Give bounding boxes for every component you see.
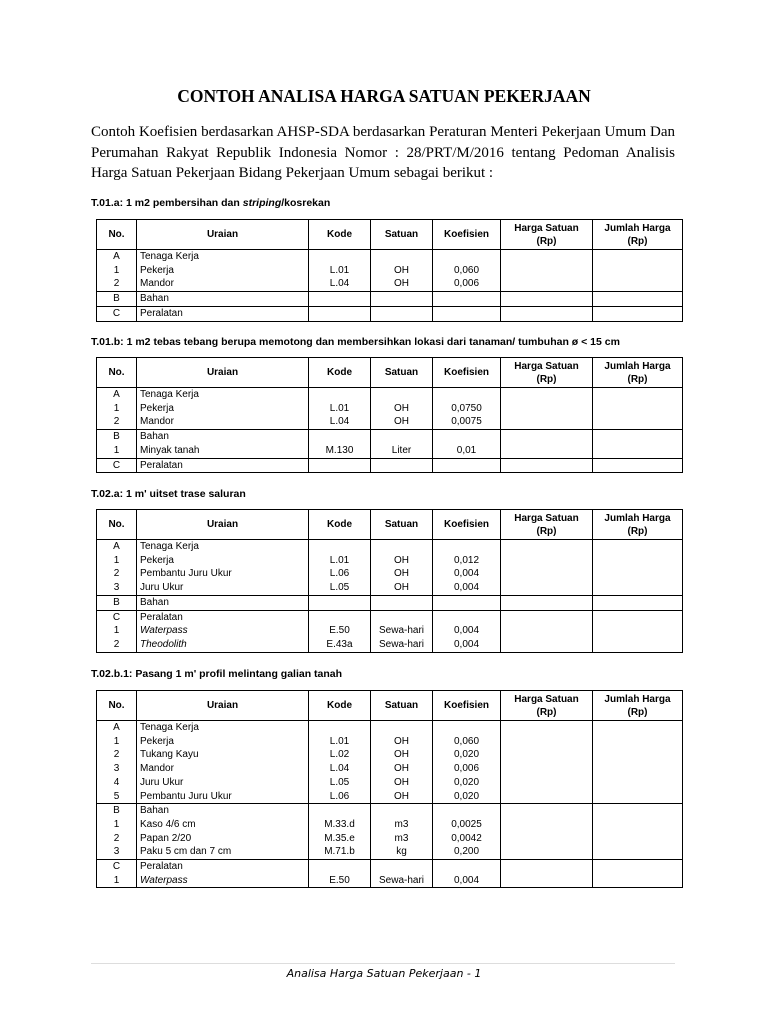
- column-header-kode: Kode: [309, 220, 371, 250]
- column-header-satuan: Satuan: [371, 510, 433, 540]
- column-header-koefisien: Koefisien: [433, 510, 501, 540]
- table-row: [97, 554, 683, 568]
- table-header-row: [97, 691, 683, 721]
- item-unit: OH: [371, 776, 433, 790]
- empty-cell: [501, 458, 593, 473]
- item-description: Pekerja: [137, 402, 309, 416]
- table-row: [97, 624, 683, 638]
- empty-cell: [309, 610, 371, 624]
- table-row: [97, 444, 683, 458]
- total-price-cell: [593, 790, 683, 804]
- group-row: [97, 804, 683, 818]
- total-price-cell: [593, 567, 683, 581]
- row-number: 2: [97, 748, 137, 762]
- total-price-cell: [593, 818, 683, 832]
- group-row: [97, 430, 683, 444]
- table-row: [97, 818, 683, 832]
- item-coefficient: 0,020: [433, 790, 501, 804]
- empty-cell: [371, 540, 433, 554]
- group-row: [97, 860, 683, 874]
- empty-cell: [433, 292, 501, 307]
- item-unit: Sewa-hari: [371, 624, 433, 638]
- item-description: Waterpass: [137, 624, 309, 638]
- group-label: Bahan: [137, 430, 309, 444]
- item-unit: OH: [371, 402, 433, 416]
- empty-cell: [433, 595, 501, 610]
- empty-cell: [309, 430, 371, 444]
- empty-cell: [309, 292, 371, 307]
- row-number: 2: [97, 638, 137, 652]
- empty-cell: [371, 610, 433, 624]
- section-title-t01a: T.01.a: 1 m2 pembersihan dan striping/kosrekan: [91, 197, 331, 209]
- row-number: 2: [97, 415, 137, 429]
- empty-cell: [433, 250, 501, 264]
- item-coefficient: 0,060: [433, 735, 501, 749]
- group-row: [97, 721, 683, 735]
- total-price-cell: [593, 554, 683, 568]
- empty-cell: [371, 388, 433, 402]
- empty-cell: [593, 292, 683, 307]
- intro-text: Contoh Koefisien berdasarkan AHSP-SDA berdasarkan Peraturan Menteri Pekerjaan Umum Dan Perumahan Rakyat Republik Indonesia Nomor : 28/PRT/M/2016 tentang Pedoman Analisis Harga Satuan Pekerjaan Bidang Pekerjaan Umum sebagai berikut :: [91, 124, 675, 181]
- item-coefficient: 0,004: [433, 638, 501, 652]
- row-number: 1: [97, 624, 137, 638]
- item-description: Juru Ukur: [137, 776, 309, 790]
- column-header-jumlah-harga: Jumlah Harga (Rp): [593, 220, 683, 250]
- item-code: M.35.e: [309, 832, 371, 846]
- page-title: CONTOH ANALISA HARGA SATUAN PEKERJAAN: [177, 86, 591, 106]
- column-header-jumlah-harga: Jumlah Harga (Rp): [593, 358, 683, 388]
- unit-price-cell: [501, 624, 593, 638]
- total-price-cell: [593, 762, 683, 776]
- item-coefficient: 0,200: [433, 845, 501, 859]
- column-header-kode: Kode: [309, 510, 371, 540]
- empty-cell: [593, 306, 683, 321]
- item-coefficient: 0,012: [433, 554, 501, 568]
- empty-cell: [309, 458, 371, 473]
- empty-cell: [593, 610, 683, 624]
- item-code: L.05: [309, 581, 371, 595]
- group-label: Peralatan: [137, 306, 309, 321]
- total-price-cell: [593, 832, 683, 846]
- column-header-uraian: Uraian: [137, 220, 309, 250]
- item-code: M.71.b: [309, 845, 371, 859]
- item-unit: m3: [371, 818, 433, 832]
- group-code: C: [97, 610, 137, 624]
- section-title-t02b1: T.02.b.1: Pasang 1 m' profil melintang galian tanah: [91, 668, 343, 680]
- unit-price-cell: [501, 874, 593, 888]
- empty-cell: [371, 292, 433, 307]
- column-header-jumlah-harga: Jumlah Harga (Rp): [593, 691, 683, 721]
- empty-cell: [501, 540, 593, 554]
- empty-cell: [371, 306, 433, 321]
- column-header-satuan: Satuan: [371, 358, 433, 388]
- row-number: 2: [97, 567, 137, 581]
- empty-cell: [501, 804, 593, 818]
- item-description: Pembantu Juru Ukur: [137, 567, 309, 581]
- item-description: Pekerja: [137, 264, 309, 278]
- total-price-cell: [593, 748, 683, 762]
- item-coefficient: 0,004: [433, 567, 501, 581]
- empty-cell: [309, 250, 371, 264]
- item-code: L.01: [309, 402, 371, 416]
- empty-cell: [593, 430, 683, 444]
- column-header-uraian: Uraian: [137, 358, 309, 388]
- item-description: Juru Ukur: [137, 581, 309, 595]
- column-header-koefisien: Koefisien: [433, 220, 501, 250]
- item-code: L.02: [309, 748, 371, 762]
- item-unit: Liter: [371, 444, 433, 458]
- group-label: Tenaga Kerja: [137, 388, 309, 402]
- empty-cell: [501, 860, 593, 874]
- item-code: E.50: [309, 624, 371, 638]
- item-coefficient: 0,006: [433, 762, 501, 776]
- empty-cell: [593, 540, 683, 554]
- item-coefficient: 0,0075: [433, 415, 501, 429]
- empty-cell: [371, 250, 433, 264]
- group-row: [97, 610, 683, 624]
- table-row: [97, 874, 683, 888]
- column-header-koefisien: Koefisien: [433, 358, 501, 388]
- empty-cell: [433, 804, 501, 818]
- item-code: L.06: [309, 790, 371, 804]
- empty-cell: [309, 804, 371, 818]
- total-price-cell: [593, 735, 683, 749]
- item-unit: OH: [371, 554, 433, 568]
- row-number: 1: [97, 735, 137, 749]
- total-price-cell: [593, 581, 683, 595]
- table-row: [97, 581, 683, 595]
- item-unit: OH: [371, 264, 433, 278]
- row-number: 3: [97, 581, 137, 595]
- table-row: [97, 762, 683, 776]
- empty-cell: [371, 430, 433, 444]
- item-coefficient: 0,004: [433, 624, 501, 638]
- row-number: 5: [97, 790, 137, 804]
- column-header-no: No.: [97, 510, 137, 540]
- item-unit: kg: [371, 845, 433, 859]
- item-code: E.43a: [309, 638, 371, 652]
- item-description: Tukang Kayu: [137, 748, 309, 762]
- table-row: [97, 277, 683, 291]
- column-header-uraian: Uraian: [137, 510, 309, 540]
- row-number: 1: [97, 818, 137, 832]
- column-header-no: No.: [97, 358, 137, 388]
- empty-cell: [593, 388, 683, 402]
- item-coefficient: 0,004: [433, 874, 501, 888]
- table-row: [97, 264, 683, 278]
- row-number: 1: [97, 444, 137, 458]
- row-number: 1: [97, 874, 137, 888]
- group-row: [97, 595, 683, 610]
- unit-price-cell: [501, 581, 593, 595]
- empty-cell: [593, 250, 683, 264]
- unit-price-cell: [501, 790, 593, 804]
- group-code: C: [97, 860, 137, 874]
- empty-cell: [501, 388, 593, 402]
- group-label: Bahan: [137, 595, 309, 610]
- empty-cell: [309, 388, 371, 402]
- total-price-cell: [593, 845, 683, 859]
- item-code: L.04: [309, 762, 371, 776]
- unit-price-cell: [501, 845, 593, 859]
- empty-cell: [309, 595, 371, 610]
- empty-cell: [593, 595, 683, 610]
- unit-price-cell: [501, 776, 593, 790]
- column-header-jumlah-harga: Jumlah Harga (Rp): [593, 510, 683, 540]
- item-description: Theodolith: [137, 638, 309, 652]
- unit-price-cell: [501, 415, 593, 429]
- column-header-no: No.: [97, 220, 137, 250]
- empty-cell: [433, 458, 501, 473]
- group-label: Bahan: [137, 804, 309, 818]
- unit-price-cell: [501, 748, 593, 762]
- analysis-table-t02b1: [96, 690, 683, 888]
- item-coefficient: 0,006: [433, 277, 501, 291]
- table-header-row: [97, 220, 683, 250]
- empty-cell: [501, 430, 593, 444]
- group-label: Peralatan: [137, 458, 309, 473]
- unit-price-cell: [501, 277, 593, 291]
- unit-price-cell: [501, 264, 593, 278]
- group-row: [97, 292, 683, 307]
- empty-cell: [371, 458, 433, 473]
- item-code: E.50: [309, 874, 371, 888]
- item-coefficient: 0,0750: [433, 402, 501, 416]
- item-code: L.01: [309, 264, 371, 278]
- total-price-cell: [593, 415, 683, 429]
- empty-cell: [371, 860, 433, 874]
- group-code: B: [97, 430, 137, 444]
- unit-price-cell: [501, 638, 593, 652]
- item-code: L.04: [309, 277, 371, 291]
- empty-cell: [593, 458, 683, 473]
- table-row: [97, 638, 683, 652]
- item-description: Pembantu Juru Ukur: [137, 790, 309, 804]
- total-price-cell: [593, 776, 683, 790]
- unit-price-cell: [501, 762, 593, 776]
- empty-cell: [593, 804, 683, 818]
- empty-cell: [309, 860, 371, 874]
- table-row: [97, 776, 683, 790]
- group-code: A: [97, 250, 137, 264]
- item-coefficient: 0,0042: [433, 832, 501, 846]
- item-coefficient: 0,020: [433, 776, 501, 790]
- column-header-harga-satuan: Harga Satuan (Rp): [501, 510, 593, 540]
- row-number: 3: [97, 845, 137, 859]
- item-code: L.01: [309, 735, 371, 749]
- item-unit: OH: [371, 762, 433, 776]
- table-row: [97, 748, 683, 762]
- empty-cell: [501, 610, 593, 624]
- column-header-koefisien: Koefisien: [433, 691, 501, 721]
- item-code: M.33.d: [309, 818, 371, 832]
- total-price-cell: [593, 874, 683, 888]
- total-price-cell: [593, 638, 683, 652]
- group-row: [97, 250, 683, 264]
- total-price-cell: [593, 444, 683, 458]
- group-label: Bahan: [137, 292, 309, 307]
- column-header-kode: Kode: [309, 358, 371, 388]
- group-label: Tenaga Kerja: [137, 250, 309, 264]
- column-header-satuan: Satuan: [371, 691, 433, 721]
- unit-price-cell: [501, 735, 593, 749]
- item-unit: OH: [371, 748, 433, 762]
- row-number: 1: [97, 554, 137, 568]
- intro-paragraph: [91, 122, 675, 184]
- group-row: [97, 388, 683, 402]
- column-header-harga-satuan: Harga Satuan (Rp): [501, 358, 593, 388]
- item-code: L.05: [309, 776, 371, 790]
- group-code: C: [97, 306, 137, 321]
- item-description: Papan 2/20: [137, 832, 309, 846]
- table-row: [97, 832, 683, 846]
- total-price-cell: [593, 402, 683, 416]
- row-number: 1: [97, 402, 137, 416]
- group-row: [97, 306, 683, 321]
- item-unit: OH: [371, 735, 433, 749]
- unit-price-cell: [501, 444, 593, 458]
- empty-cell: [433, 860, 501, 874]
- total-price-cell: [593, 264, 683, 278]
- empty-cell: [433, 540, 501, 554]
- footer-divider: [91, 963, 675, 964]
- item-unit: OH: [371, 415, 433, 429]
- table-row: [97, 790, 683, 804]
- group-code: C: [97, 458, 137, 473]
- group-code: B: [97, 804, 137, 818]
- item-description: Mandor: [137, 415, 309, 429]
- analysis-table-t02a: [96, 509, 683, 653]
- group-row: [97, 540, 683, 554]
- column-header-harga-satuan: Harga Satuan (Rp): [501, 220, 593, 250]
- item-unit: OH: [371, 581, 433, 595]
- item-description: Paku 5 cm dan 7 cm: [137, 845, 309, 859]
- item-coefficient: 0,0025: [433, 818, 501, 832]
- column-header-kode: Kode: [309, 691, 371, 721]
- total-price-cell: [593, 624, 683, 638]
- item-unit: Sewa-hari: [371, 874, 433, 888]
- item-unit: OH: [371, 277, 433, 291]
- group-code: A: [97, 721, 137, 735]
- table-row: [97, 402, 683, 416]
- column-header-uraian: Uraian: [137, 691, 309, 721]
- section-title-t02a: T.02.a: 1 m' uitset trase saluran: [91, 488, 246, 500]
- group-label: Tenaga Kerja: [137, 721, 309, 735]
- table-row: [97, 567, 683, 581]
- group-code: B: [97, 595, 137, 610]
- empty-cell: [433, 388, 501, 402]
- column-header-harga-satuan: Harga Satuan (Rp): [501, 691, 593, 721]
- empty-cell: [501, 306, 593, 321]
- item-coefficient: 0,01: [433, 444, 501, 458]
- item-description: Waterpass: [137, 874, 309, 888]
- row-number: 2: [97, 832, 137, 846]
- item-code: L.06: [309, 567, 371, 581]
- item-coefficient: 0,004: [433, 581, 501, 595]
- item-description: Kaso 4/6 cm: [137, 818, 309, 832]
- row-number: 1: [97, 264, 137, 278]
- empty-cell: [593, 721, 683, 735]
- item-description: Minyak tanah: [137, 444, 309, 458]
- total-price-cell: [593, 277, 683, 291]
- empty-cell: [501, 595, 593, 610]
- item-description: Mandor: [137, 277, 309, 291]
- empty-cell: [371, 595, 433, 610]
- empty-cell: [309, 306, 371, 321]
- item-coefficient: 0,020: [433, 748, 501, 762]
- unit-price-cell: [501, 402, 593, 416]
- empty-cell: [433, 610, 501, 624]
- analysis-table-t01a: [96, 219, 683, 322]
- unit-price-cell: [501, 818, 593, 832]
- column-header-satuan: Satuan: [371, 220, 433, 250]
- analysis-table-t01b: [96, 357, 683, 473]
- table-header-row: [97, 358, 683, 388]
- page-footer: Analisa Harga Satuan Pekerjaan - 1: [286, 967, 482, 980]
- item-unit: OH: [371, 567, 433, 581]
- item-description: Pekerja: [137, 735, 309, 749]
- item-unit: Sewa-hari: [371, 638, 433, 652]
- group-code: B: [97, 292, 137, 307]
- group-label: Peralatan: [137, 860, 309, 874]
- empty-cell: [593, 860, 683, 874]
- table-header-row: [97, 510, 683, 540]
- empty-cell: [501, 250, 593, 264]
- empty-cell: [433, 430, 501, 444]
- item-description: Mandor: [137, 762, 309, 776]
- item-description: Pekerja: [137, 554, 309, 568]
- group-code: A: [97, 540, 137, 554]
- table-row: [97, 845, 683, 859]
- empty-cell: [433, 721, 501, 735]
- unit-price-cell: [501, 832, 593, 846]
- unit-price-cell: [501, 554, 593, 568]
- item-unit: OH: [371, 790, 433, 804]
- empty-cell: [501, 292, 593, 307]
- item-code: M.130: [309, 444, 371, 458]
- empty-cell: [371, 804, 433, 818]
- table-row: [97, 415, 683, 429]
- column-header-no: No.: [97, 691, 137, 721]
- group-code: A: [97, 388, 137, 402]
- row-number: 2: [97, 277, 137, 291]
- empty-cell: [309, 721, 371, 735]
- empty-cell: [309, 540, 371, 554]
- empty-cell: [433, 306, 501, 321]
- row-number: 4: [97, 776, 137, 790]
- item-code: L.01: [309, 554, 371, 568]
- empty-cell: [371, 721, 433, 735]
- unit-price-cell: [501, 567, 593, 581]
- item-code: L.04: [309, 415, 371, 429]
- row-number: 3: [97, 762, 137, 776]
- item-coefficient: 0,060: [433, 264, 501, 278]
- group-label: Peralatan: [137, 610, 309, 624]
- group-label: Tenaga Kerja: [137, 540, 309, 554]
- item-unit: m3: [371, 832, 433, 846]
- empty-cell: [501, 721, 593, 735]
- table-row: [97, 735, 683, 749]
- section-title-t01b: T.01.b: 1 m2 tebas tebang berupa memotong dan membersihkan lokasi dari tanaman/ tumbuhan ø < 15 cm: [91, 336, 620, 348]
- group-row: [97, 458, 683, 473]
